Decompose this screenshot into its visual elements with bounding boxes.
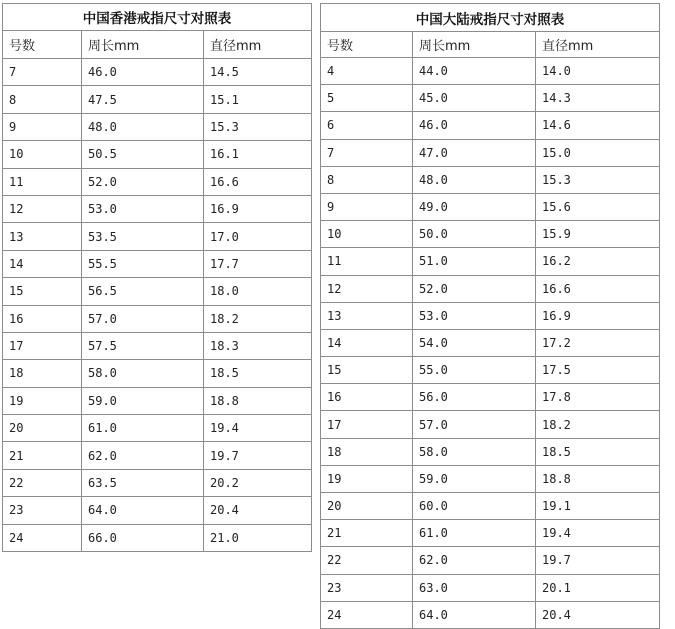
table-row [3,442,312,469]
table-row [321,302,660,329]
table-row [3,305,312,332]
column-header-circumference: 周长mm [413,32,536,58]
table-row [3,387,312,414]
cell-size: 15 [3,278,82,305]
cell-size: 21 [321,520,413,547]
table-row [321,275,660,302]
cell-circumference: 62.0 [82,442,204,469]
cell-size: 9 [321,193,413,220]
cell-circumference: 57.0 [82,305,204,332]
cell-size: 19 [3,387,82,414]
cell-size: 12 [3,195,82,222]
table-row [3,168,312,195]
cell-circumference: 51.0 [413,248,536,275]
cell-circumference: 49.0 [413,193,536,220]
cell-circumference: 55.0 [413,357,536,384]
cell-size: 20 [3,415,82,442]
cell-size: 16 [3,305,82,332]
cell-size: 14 [3,250,82,277]
table-row [321,166,660,193]
table-header-row [3,31,312,59]
cell-circumference: 54.0 [413,329,536,356]
mainland-china-ring-size-table [320,3,660,629]
cell-size: 14 [321,329,413,356]
cell-diameter: 18.0 [204,278,312,305]
cell-size: 23 [3,497,82,524]
cell-size: 5 [321,85,413,112]
table-row [3,469,312,496]
cell-diameter: 16.9 [536,302,660,329]
table-row [321,357,660,384]
cell-diameter: 15.6 [536,193,660,220]
table-row [321,112,660,139]
table-row [321,221,660,248]
cell-size: 12 [321,275,413,302]
cell-diameter: 19.4 [536,520,660,547]
cell-diameter: 18.2 [536,411,660,438]
table-row [321,248,660,275]
table-row [321,493,660,520]
table-row [321,139,660,166]
table-row [321,193,660,220]
cell-size: 13 [3,223,82,250]
cell-size: 23 [321,574,413,601]
cell-size: 22 [321,547,413,574]
cell-diameter: 19.7 [536,547,660,574]
watermark [470,612,660,621]
cell-size: 8 [3,86,82,113]
table-row [321,520,660,547]
cell-circumference: 61.0 [82,415,204,442]
cell-size: 6 [321,112,413,139]
cell-diameter: 17.5 [536,357,660,384]
column-header-size: 号数 [321,32,413,58]
cell-diameter: 18.8 [536,465,660,492]
cell-diameter: 18.8 [204,387,312,414]
cell-size: 7 [321,139,413,166]
table-row [321,465,660,492]
cell-size: 4 [321,58,413,85]
cell-circumference: 59.0 [413,465,536,492]
table-row [321,411,660,438]
cell-circumference: 47.0 [413,139,536,166]
column-header-diameter: 直径mm [204,31,312,59]
cell-circumference: 50.0 [413,221,536,248]
cell-diameter: 14.6 [536,112,660,139]
cell-size: 18 [321,438,413,465]
cell-size: 24 [3,524,82,551]
table-row [321,547,660,574]
cell-diameter: 19.4 [204,415,312,442]
cell-size: 9 [3,113,82,140]
column-header-size: 号数 [3,31,82,59]
cell-circumference: 56.5 [82,278,204,305]
cell-size: 24 [321,601,413,628]
cell-circumference: 46.0 [82,59,204,86]
cell-size: 21 [3,442,82,469]
cell-size: 11 [3,168,82,195]
cell-diameter: 17.8 [536,384,660,411]
table-header-row [321,32,660,58]
cell-diameter: 19.7 [204,442,312,469]
cell-diameter: 19.1 [536,493,660,520]
cell-diameter: 18.2 [204,305,312,332]
table-row [321,58,660,85]
cell-diameter: 16.6 [204,168,312,195]
cell-size: 17 [321,411,413,438]
cell-circumference: 58.0 [413,438,536,465]
table-row [3,59,312,86]
cell-diameter: 16.6 [536,275,660,302]
table-title: 中国香港戒指尺寸对照表 [3,4,312,31]
cell-circumference: 63.0 [413,574,536,601]
cell-circumference: 63.5 [82,469,204,496]
table-row [3,86,312,113]
cell-diameter: 15.3 [536,166,660,193]
cell-size: 10 [321,221,413,248]
cell-circumference: 57.5 [82,332,204,359]
cell-diameter: 18.5 [204,360,312,387]
table-row [321,438,660,465]
cell-circumference: 50.5 [82,141,204,168]
cell-circumference: 55.5 [82,250,204,277]
cell-circumference: 52.0 [413,275,536,302]
table-row [3,415,312,442]
hong-kong-ring-size-table [2,3,312,552]
cell-circumference: 47.5 [82,86,204,113]
cell-diameter: 16.1 [204,141,312,168]
cell-circumference: 62.0 [413,547,536,574]
cell-circumference: 53.5 [82,223,204,250]
cell-diameter: 15.0 [536,139,660,166]
cell-circumference: 66.0 [82,524,204,551]
cell-diameter: 14.5 [204,59,312,86]
cell-circumference: 53.0 [82,195,204,222]
table-row [3,497,312,524]
cell-circumference: 64.0 [82,497,204,524]
table-row [3,223,312,250]
cell-circumference: 57.0 [413,411,536,438]
cell-circumference: 46.0 [413,112,536,139]
cell-circumference: 64.0 [413,601,536,628]
cell-circumference: 44.0 [413,58,536,85]
cell-size: 19 [321,465,413,492]
cell-diameter: 15.3 [204,113,312,140]
cell-size: 22 [3,469,82,496]
table-title: 中国大陆戒指尺寸对照表 [321,4,660,32]
cell-circumference: 60.0 [413,493,536,520]
table-row [3,332,312,359]
cell-diameter: 17.0 [204,223,312,250]
cell-diameter: 14.0 [536,58,660,85]
cell-size: 7 [3,59,82,86]
table-row [3,524,312,551]
table-row [3,360,312,387]
cell-diameter: 16.2 [536,248,660,275]
cell-circumference: 52.0 [82,168,204,195]
cell-circumference: 59.0 [82,387,204,414]
cell-circumference: 58.0 [82,360,204,387]
table-row [321,329,660,356]
cell-diameter: 20.4 [536,601,660,628]
table-row [321,85,660,112]
cell-diameter: 21.0 [204,524,312,551]
cell-diameter: 15.9 [536,221,660,248]
cell-diameter: 18.5 [536,438,660,465]
cell-size: 17 [3,332,82,359]
table-row [3,113,312,140]
cell-diameter: 17.2 [536,329,660,356]
column-header-diameter: 直径mm [536,32,660,58]
cell-circumference: 48.0 [82,113,204,140]
cell-size: 13 [321,302,413,329]
cell-size: 11 [321,248,413,275]
table-row [3,278,312,305]
table-row [3,250,312,277]
table-row [3,141,312,168]
table-row [321,574,660,601]
cell-circumference: 48.0 [413,166,536,193]
table-row [321,384,660,411]
cell-size: 20 [321,493,413,520]
cell-diameter: 20.2 [204,469,312,496]
column-header-circumference: 周长mm [82,31,204,59]
table-row [3,195,312,222]
cell-size: 18 [3,360,82,387]
cell-size: 16 [321,384,413,411]
cell-size: 8 [321,166,413,193]
cell-diameter: 20.4 [204,497,312,524]
cell-circumference: 61.0 [413,520,536,547]
cell-circumference: 45.0 [413,85,536,112]
cell-size: 10 [3,141,82,168]
cell-size: 15 [321,357,413,384]
cell-diameter: 15.1 [204,86,312,113]
cell-circumference: 56.0 [413,384,536,411]
cell-diameter: 16.9 [204,195,312,222]
cell-diameter: 17.7 [204,250,312,277]
cell-diameter: 14.3 [536,85,660,112]
cell-circumference: 53.0 [413,302,536,329]
cell-diameter: 20.1 [536,574,660,601]
cell-diameter: 18.3 [204,332,312,359]
